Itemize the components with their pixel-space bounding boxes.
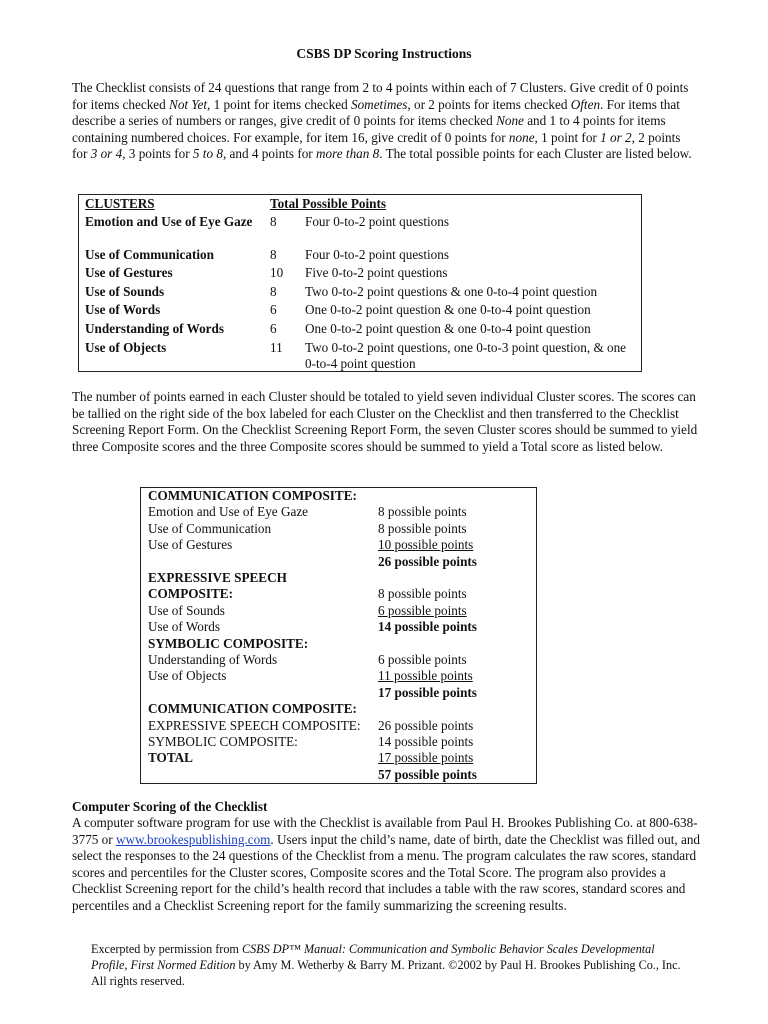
- intro-emphasis: more than 8: [316, 146, 380, 162]
- intro-text: , 1 point for: [534, 129, 601, 145]
- communication-composite-heading: COMMUNICATION COMPOSITE:: [148, 488, 357, 503]
- footer-text: Excerpted by permission from: [91, 942, 242, 956]
- composite-row: [148, 668, 226, 684]
- composite-subtotal: 17 possible points: [378, 684, 477, 700]
- cluster-name: Use of Words: [85, 302, 161, 317]
- intro-emphasis: none: [508, 129, 535, 145]
- cluster-description: Two 0-to-2 point questions, one 0-to-3 point question, & one 0-to-4 point question: [305, 340, 627, 371]
- composite-row-value: 8 possible points: [378, 586, 467, 602]
- intro-paragraph: [72, 80, 698, 163]
- composite-row: [148, 521, 271, 537]
- intro-text: , or 2 points for items checked: [407, 96, 571, 112]
- composite-row-label: TOTAL: [148, 750, 193, 766]
- clusters-table: [78, 194, 642, 372]
- intro-emphasis: None: [496, 113, 524, 129]
- expressive-speech-heading: COMPOSITE:: [148, 586, 233, 602]
- total-composite-heading: COMMUNICATION COMPOSITE:: [148, 701, 357, 717]
- cluster-description: One 0-to-2 point question & one 0-to-4 point question: [305, 321, 591, 336]
- intro-emphasis: 5 to 8: [192, 146, 223, 162]
- composite-subtotal: 14 possible points: [378, 619, 477, 635]
- intro-emphasis: 3 or 4: [90, 146, 123, 162]
- cluster-name: Use of Gestures: [85, 265, 173, 280]
- cluster-description: Four 0-to-2 point questions: [305, 247, 449, 262]
- composite-row-value: 11 possible points: [378, 668, 473, 684]
- cluster-description: Two 0-to-2 point questions & one 0-to-4 point question: [305, 284, 598, 299]
- composite-row-label: Understanding of Words: [148, 652, 278, 667]
- symbolic-composite-heading: SYMBOLIC COMPOSITE:: [148, 635, 309, 651]
- cluster-name: Use of Sounds: [85, 284, 165, 299]
- brookes-publishing-link[interactable]: www.brookespublishing.com: [115, 831, 271, 847]
- computer-scoring-text: . Users input the child’s name, date of birth, date the Checklist was filled out, and select the responses to the 24 questions of the Checklist from a menu. The program calculates the raw scores, standard scores and percentiles for the Cluster scores, Composite scores and the Total Score. The program also provides a Checklist Screening report for the child’s health record that includes a table with the raw scores, standard scores and percentiles and a Checklist Screening report for the family summarizing the screening results.: [72, 831, 701, 913]
- cluster-description: Four 0-to-2 point questions: [305, 214, 449, 229]
- cluster-description: Five 0-to-2 point questions: [305, 265, 448, 280]
- composite-row-value: 8 possible points: [378, 520, 467, 536]
- composite-subtotal: 26 possible points: [378, 553, 477, 569]
- composite-row-value: 10 possible points: [378, 537, 474, 553]
- total-points-header: Total Possible Points: [270, 196, 387, 211]
- intro-emphasis: Often: [570, 96, 601, 112]
- composite-row-value: 8 possible points: [378, 504, 467, 520]
- cluster-name: Emotion and Use of Eye Gaze: [85, 214, 253, 229]
- cluster-name: Understanding of Words: [85, 321, 224, 336]
- composite-row-label: Use of Communication: [148, 520, 272, 536]
- composite-row-label: Use of Sounds: [148, 602, 225, 618]
- composite-row-value: 6 possible points: [378, 602, 467, 618]
- cluster-points: 8: [270, 284, 277, 299]
- cluster-points: 10: [270, 265, 284, 280]
- intro-text: . The total possible points for each Cluster are listed below.: [379, 146, 692, 162]
- cluster-name: Use of Communication: [85, 247, 214, 262]
- footer-book-title: CSBS DP™ Manual: Communication and Symbolic Behavior Scales Developmental Profile, First Normed Edition: [91, 942, 655, 972]
- page-title: CSBS DP Scoring Instructions: [296, 46, 472, 61]
- intro-emphasis: 1 or 2: [600, 129, 632, 145]
- composite-row-label: Emotion and Use of Eye Gaze: [148, 504, 309, 520]
- cluster-points: 6: [270, 302, 277, 317]
- composite-row-label: Use of Objects: [148, 668, 227, 684]
- intro-text: . For items that describe a series of numbers or ranges, give credit of 0 points for items checked: [72, 96, 680, 129]
- composite-row-value: 26 possible points: [378, 717, 474, 733]
- composite-row: [148, 718, 361, 734]
- composite-row-value: 6 possible points: [378, 652, 467, 667]
- grand-total: 57 possible points: [378, 766, 477, 782]
- intro-text: 1 point for items checked: [210, 96, 351, 112]
- expressive-speech-heading: EXPRESSIVE SPEECH: [148, 570, 287, 585]
- computer-scoring-paragraph: [72, 815, 702, 915]
- cluster-description: One 0-to-2 point question & one 0-to-4 point question: [305, 302, 591, 317]
- cluster-totals-paragraph: The number of points earned in each Cluster should be totaled to yield seven individual Cluster scores. The scores can be tallied on the right side of the box labeled for each Cluster on the Checklist and then transferred to the Checklist Screening Report Form. On the Checklist Screening Report Form, the seven Cluster scores should be summed to yield three Composite scores and the three Composite scores should be summed to yield a Total score as listed below.: [72, 389, 698, 454]
- cluster-points: 6: [270, 321, 277, 336]
- composite-table: [140, 487, 537, 784]
- composite-row-label: Use of Words: [148, 619, 220, 635]
- copyright-footer: [91, 941, 691, 989]
- computer-scoring-text: A computer software program for use with the Checklist is available from Paul H. Brookes Publishing Co. at 800-638-3775 or: [72, 815, 698, 847]
- footer-text: by Amy M. Wetherby & Barry M. Prizant. ©2002 by Paul H. Brookes Publishing Co., Inc. All rights reserved.: [91, 958, 681, 988]
- clusters-header: CLUSTERS: [85, 196, 155, 211]
- cluster-name: Use of Objects: [85, 340, 167, 355]
- composite-row: [148, 734, 298, 750]
- intro-emphasis: Not Yet,: [169, 96, 211, 112]
- composite-row: [148, 750, 193, 766]
- composite-row: [148, 603, 225, 619]
- cluster-points: 11: [270, 340, 283, 355]
- composite-row-label: SYMBOLIC COMPOSITE:: [148, 734, 298, 749]
- intro-emphasis: Sometimes: [350, 96, 408, 112]
- composite-row-label: EXPRESSIVE SPEECH COMPOSITE:: [148, 717, 361, 733]
- intro-text: , 2 points for: [72, 129, 681, 162]
- cluster-points: 8: [270, 214, 277, 229]
- computer-scoring-heading: Computer Scoring of the Checklist: [72, 799, 268, 814]
- intro-text: , 3 points for: [122, 146, 193, 162]
- cluster-points: 8: [270, 247, 277, 262]
- composite-row: [148, 537, 232, 553]
- composite-row: [148, 504, 308, 520]
- composite-row-value: 14 possible points: [378, 734, 474, 749]
- intro-text: The Checklist consists of 24 questions that range from 2 to 4 points within each of 7 Clusters. Give credit of 0 points for items checked: [72, 80, 689, 112]
- composite-row-value: 17 possible points: [378, 750, 474, 766]
- composite-row: [148, 619, 220, 635]
- intro-text: , and 4 points for: [222, 146, 316, 162]
- composite-row-label: Use of Gestures: [148, 537, 233, 553]
- composite-row: [148, 652, 277, 668]
- intro-text: and 1 to 4 points for items containing numbered choices. For example, for item 16, give credit of 0 points for: [72, 113, 666, 145]
